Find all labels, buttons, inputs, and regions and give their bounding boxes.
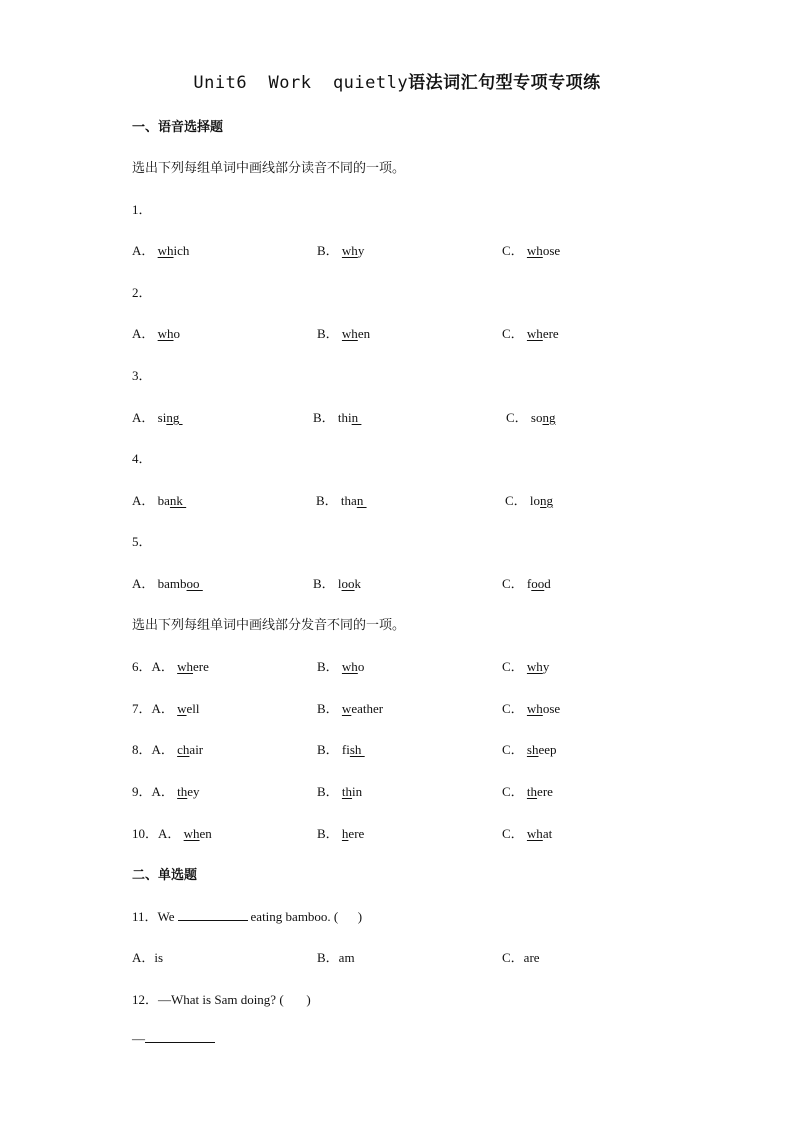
underlined-part: th [177, 784, 188, 799]
option-label: C． [502, 659, 524, 674]
q10-option-c[interactable] [502, 823, 552, 842]
underlined-part: wh [341, 243, 358, 258]
q11-option-a[interactable]: A．is [132, 950, 164, 965]
question-11 [132, 906, 362, 925]
underlined-part: ch [177, 742, 190, 757]
answer-dash: — [132, 1031, 145, 1046]
option-label: A． [132, 410, 155, 425]
q3-option-c[interactable] [506, 407, 555, 426]
word-rest: y [357, 243, 365, 258]
underlined-part: wh [157, 243, 174, 258]
q6-option-c[interactable] [502, 656, 549, 675]
q5-option-b[interactable] [313, 573, 361, 592]
q9-option-a[interactable] [132, 781, 200, 800]
answer-blank[interactable] [145, 1031, 215, 1043]
q10-option-b[interactable] [317, 823, 364, 842]
underlined-part: ng [542, 410, 556, 425]
title-chinese: 语法词汇句型专项专项练 [408, 73, 601, 93]
option-label: A． [132, 576, 155, 591]
word-start: fi [341, 742, 350, 757]
option-label: A． [132, 493, 155, 508]
word-start: bamb [157, 576, 187, 591]
section-heading-phonics: 一、语音选择题 [132, 120, 224, 135]
question-number-7: 7．A． [132, 701, 174, 716]
underlined-part: wh [526, 243, 543, 258]
word-rest: d [544, 576, 551, 591]
word-start: tha [340, 493, 357, 508]
question-number-5: 5． [132, 534, 152, 549]
underlined-part: th [526, 784, 538, 799]
option-label: A． [132, 326, 155, 341]
word-rest: en [357, 326, 371, 341]
option-label: B． [313, 576, 335, 591]
option-label: B． [317, 826, 339, 841]
q5-option-a[interactable] [132, 573, 203, 592]
underlined-part: h [341, 826, 349, 841]
q10-option-a[interactable] [132, 823, 212, 842]
option-label: C． [502, 826, 524, 841]
option-label: C． [502, 784, 524, 799]
q3-option-b[interactable] [313, 407, 361, 426]
word-rest: o [173, 326, 181, 341]
word-rest: en [199, 826, 212, 841]
option-label: B． [317, 784, 339, 799]
q8-option-b[interactable] [317, 739, 365, 758]
question-number-2: 2． [132, 285, 152, 300]
underlined-part: wh [177, 659, 194, 674]
underlined-part: oo [341, 576, 355, 591]
question-text-end: eating bamboo. ( ) [250, 909, 363, 924]
q2-option-b[interactable] [317, 323, 370, 342]
underlined-part: wh [183, 826, 200, 841]
underlined-part: oo [186, 576, 203, 591]
page-title [0, 68, 794, 93]
question-12 [132, 989, 311, 1008]
option-label: C． [506, 410, 528, 425]
underlined-part: n [351, 410, 362, 425]
word-rest: o [357, 659, 365, 674]
word-rest: eep [538, 742, 557, 757]
underlined-part: oo [531, 576, 545, 591]
word-rest: at [542, 826, 553, 841]
word-rest: ere [348, 826, 365, 841]
option-label: C． [505, 493, 527, 508]
underlined-part: wh [526, 659, 543, 674]
word-rest: ich [173, 243, 190, 258]
word-rest: ere [542, 326, 559, 341]
word-rest: y [542, 659, 550, 674]
instruction-1: 选出下列每组单词中画线部分读音不同的一项。 [132, 161, 406, 176]
underlined-part: wh [526, 826, 543, 841]
word-start: l [337, 576, 342, 591]
answer-line [132, 1031, 215, 1047]
q4-option-b[interactable] [316, 490, 367, 509]
option-label: B． [317, 243, 339, 258]
question-number-9: 9．A． [132, 784, 174, 799]
q8-option-c[interactable] [502, 739, 557, 758]
question-number-4: 4． [132, 451, 152, 466]
underlined-part: wh [526, 701, 543, 716]
option-label: C． [502, 243, 524, 258]
q9-option-c[interactable] [502, 781, 553, 800]
word-start: ba [157, 493, 170, 508]
q9-option-b[interactable] [317, 781, 362, 800]
q7-option-c[interactable] [502, 698, 560, 717]
underlined-part: w [341, 701, 352, 716]
answer-blank[interactable] [178, 909, 248, 921]
underlined-part: th [341, 784, 353, 799]
option-label: C． [502, 326, 524, 341]
word-rest: k [354, 576, 362, 591]
option-label: C． [502, 576, 524, 591]
underlined-part: wh [526, 326, 543, 341]
question-text: —What is Sam doing? ( ) [158, 992, 311, 1007]
underlined-part: wh [341, 326, 358, 341]
word-start: lo [529, 493, 541, 508]
q7-option-b[interactable] [317, 698, 383, 717]
word-start: thi [337, 410, 352, 425]
word-rest: eather [351, 701, 384, 716]
underlined-part: sh [349, 742, 365, 757]
word-rest: ose [542, 243, 561, 258]
option-label: C． [502, 742, 524, 757]
underlined-part: nk [169, 493, 187, 508]
word-start: si [157, 410, 167, 425]
option-label: C． [502, 701, 524, 716]
word-rest: air [189, 742, 204, 757]
q4-option-a[interactable] [132, 490, 186, 509]
q11-option-b[interactable]: B．am [317, 950, 355, 965]
question-number-1: 1． [132, 202, 152, 217]
word-rest: ere [537, 784, 553, 799]
question-text-start: We [157, 909, 175, 924]
option-label: B． [317, 326, 339, 341]
question-number-10: 10．A． [132, 826, 181, 841]
q4-option-c[interactable] [505, 490, 553, 509]
underlined-part: sh [526, 742, 539, 757]
option-label: B． [317, 742, 339, 757]
word-rest: ell [186, 701, 200, 716]
q5-option-c[interactable] [502, 573, 551, 592]
q8-option-a[interactable] [132, 739, 203, 758]
underlined-part: ng [166, 410, 183, 425]
word-start: f [526, 576, 532, 591]
q11-option-c[interactable]: C．are [502, 950, 540, 965]
underlined-part: wh [341, 659, 358, 674]
option-label: A． [132, 243, 155, 258]
q1-option-b[interactable] [317, 240, 364, 259]
q2-option-c[interactable] [502, 323, 559, 342]
word-rest: ere [193, 659, 209, 674]
underlined-part: n [356, 493, 367, 508]
q3-option-a[interactable] [132, 407, 183, 426]
question-number-8: 8．A． [132, 742, 174, 757]
option-label: B． [317, 659, 339, 674]
underlined-part: w [177, 701, 187, 716]
q1-option-c[interactable] [502, 240, 560, 259]
title-english: Unit6 Work quietly [193, 73, 409, 93]
word-rest: ose [542, 701, 561, 716]
question-number-12: 12． [132, 992, 159, 1007]
q7-option-a[interactable] [132, 698, 200, 717]
word-rest: in [352, 784, 363, 799]
q2-option-a[interactable] [132, 323, 180, 342]
option-label: B． [316, 493, 338, 508]
question-number-11: 11． [132, 909, 158, 924]
question-number-3: 3． [132, 368, 152, 383]
question-number-6: 6．A． [132, 659, 174, 674]
word-start: so [530, 410, 543, 425]
section-heading-single-choice: 二、单选题 [132, 868, 198, 883]
q6-option-b[interactable] [317, 656, 364, 675]
option-label: B． [313, 410, 335, 425]
q6-option-a[interactable] [132, 656, 209, 675]
underlined-part: wh [157, 326, 174, 341]
instruction-2: 选出下列每组单词中画线部分发音不同的一项。 [132, 618, 406, 633]
option-label: B． [317, 701, 339, 716]
q1-option-a[interactable] [132, 240, 189, 259]
word-rest: ey [187, 784, 200, 799]
underlined-part: ng [540, 493, 554, 508]
